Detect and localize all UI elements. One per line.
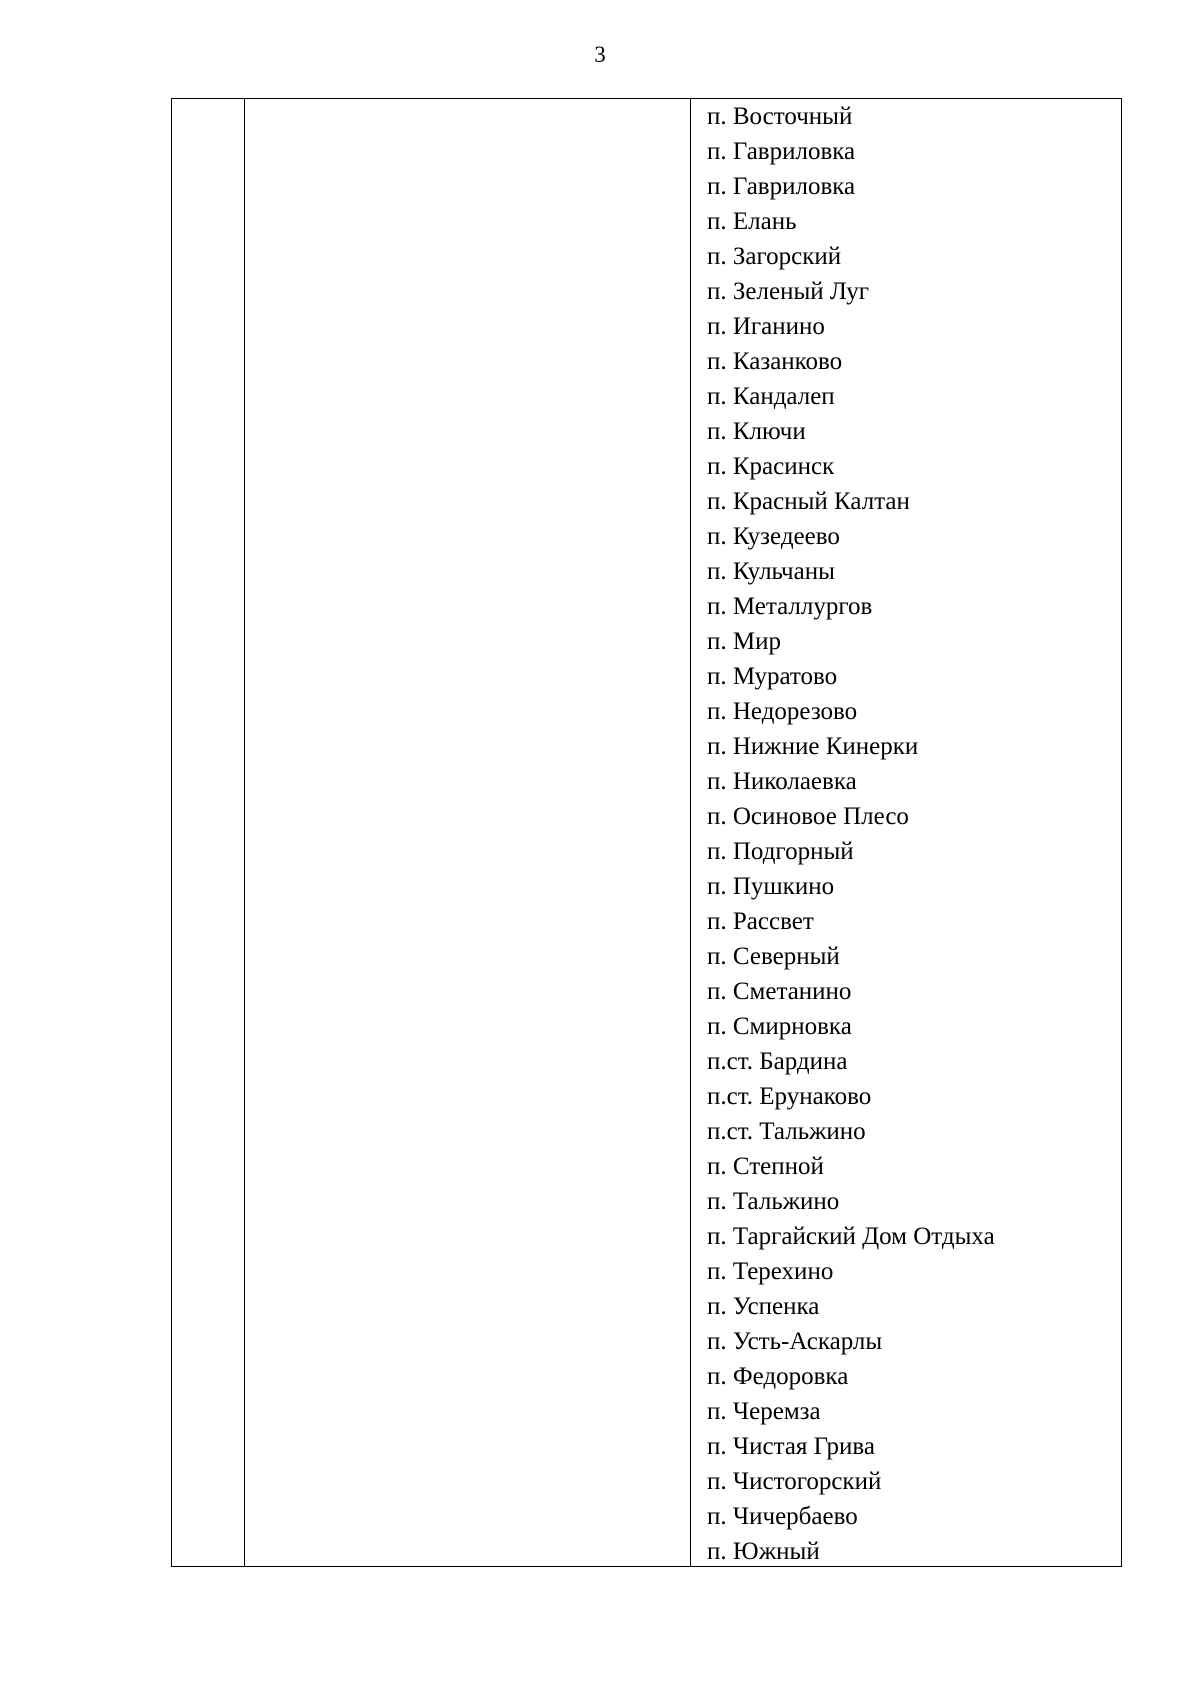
settlement-list-item: п. Степной xyxy=(707,1153,824,1180)
settlement-list-item: п. Кульчаны xyxy=(707,558,835,585)
settlement-list-item: п. Металлургов xyxy=(707,593,873,620)
settlements-table xyxy=(171,98,1122,1567)
table-column-divider-2 xyxy=(690,99,691,1566)
settlement-list-item: п.ст. Ерунаково xyxy=(707,1083,872,1110)
settlement-list-item: п. Гавриловка xyxy=(707,138,856,165)
settlement-list-item: п. Елань xyxy=(707,208,797,235)
settlement-list-item: п. Смирновка xyxy=(707,1013,852,1040)
table-column-divider-1 xyxy=(244,99,245,1566)
settlement-list-item: п. Подгорный xyxy=(707,838,854,865)
settlement-list-item: п. Красный Калтан xyxy=(707,488,910,515)
settlement-list-item: п.ст. Бардина xyxy=(707,1048,848,1075)
settlement-list-item: п. Нижние Кинерки xyxy=(707,733,919,760)
settlement-list-item: п. Иганино xyxy=(707,313,825,340)
settlement-list-item: п. Ключи xyxy=(707,418,806,445)
settlement-list-item: п. Рассвет xyxy=(707,908,814,935)
settlement-list-item: п. Тальжино xyxy=(707,1188,840,1215)
settlement-list-item: п. Северный xyxy=(707,943,840,970)
settlement-list xyxy=(707,99,995,1569)
settlement-list-item: п. Терехино xyxy=(707,1258,834,1285)
settlement-list-item: п. Пушкино xyxy=(707,873,835,900)
settlement-list-item: п. Сметанино xyxy=(707,978,852,1005)
settlement-list-item: п. Мир xyxy=(707,628,781,655)
settlement-list-item: п. Красинск xyxy=(707,453,835,480)
settlement-list-item: п. Южный xyxy=(707,1538,820,1565)
settlement-list-item: п. Осиновое Плесо xyxy=(707,803,909,830)
settlement-list-item: п. Муратово xyxy=(707,663,838,690)
settlement-list-item: п. Федоровка xyxy=(707,1363,849,1390)
settlement-list-item: п. Зеленый Луг xyxy=(707,278,869,305)
settlement-list-item: п.ст. Тальжино xyxy=(707,1118,866,1145)
settlement-list-item: п. Таргайский Дом Отдыха xyxy=(707,1223,995,1250)
settlement-list-item: п. Чистогорский xyxy=(707,1468,882,1495)
settlement-list-item: п. Казанково xyxy=(707,348,843,375)
settlement-list-item: п. Недорезово xyxy=(707,698,858,725)
page-number: 3 xyxy=(594,42,606,67)
settlement-list-item: п. Кандалеп xyxy=(707,383,835,410)
settlement-list-item: п. Черемза xyxy=(707,1398,821,1425)
settlement-list-item: п. Чистая Грива xyxy=(707,1433,876,1460)
settlement-list-item: п. Гавриловка xyxy=(707,173,856,200)
settlement-list-item: п. Кузедеево xyxy=(707,523,840,550)
settlement-list-item: п. Николаевка xyxy=(707,768,857,795)
settlement-list-item: п. Загорский xyxy=(707,243,842,270)
settlement-list-item: п. Усть-Аскарлы xyxy=(707,1328,883,1355)
settlement-list-item: п. Успенка xyxy=(707,1293,820,1320)
settlement-list-item: п. Чичербаево xyxy=(707,1503,858,1530)
settlement-list-item: п. Восточный xyxy=(707,103,853,130)
